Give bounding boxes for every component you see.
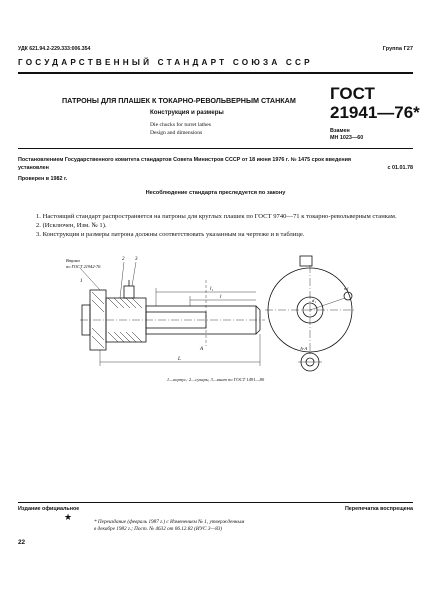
- chuck-drawing: [60, 250, 380, 375]
- bushing-label-2: по ГОСТ 21942-76: [66, 264, 101, 269]
- bushing-label-1: Втулка: [66, 258, 80, 263]
- gost-number: 21941—76*: [330, 103, 420, 122]
- drawing-caption: 1—корпус; 2—сухарь; 3—винт по ГОСТ 1491—80: [166, 377, 265, 382]
- udk-code: УДК 621.94.2-229.333:006.354: [18, 46, 91, 52]
- dim-a: A: [200, 347, 204, 352]
- replaces-block: [330, 128, 363, 142]
- english-title-line-2: Design and dimensions: [150, 130, 203, 136]
- replaces-label: Взамен: [330, 128, 350, 134]
- gost-word: ГОСТ: [330, 84, 375, 103]
- checked-year: Проверен в 1982 г.: [18, 176, 68, 182]
- english-title: [150, 121, 211, 137]
- header-rule: [18, 72, 413, 74]
- clause-3: 3. Конструкция и размеры патрона должны соответствовать указанным на чертеже и в таблице.: [36, 231, 305, 238]
- document-title: ПАТРОНЫ ДЛЯ ПЛАШЕК К ТОКАРНО-РЕВОЛЬВЕРНЫМ СТАНКАМ: [62, 96, 296, 105]
- effective-date: с 01.01.78: [387, 165, 413, 171]
- english-title-line-1: Die chucks for turret lathes: [150, 122, 211, 128]
- gost-designation: [330, 84, 420, 122]
- star-icon: ★: [64, 512, 73, 522]
- callout-3: 3: [135, 257, 138, 262]
- reprint-ban: Перепечатка воспрещена: [344, 506, 413, 512]
- footnote-line-2: в декабре 1982 г.; Пост. № 4632 от 06.12.82 (ИУС 3—83): [94, 526, 223, 533]
- replaces-value: МН 1023—60: [330, 135, 364, 141]
- title-rule: [18, 148, 413, 149]
- footer-rule: [18, 502, 413, 503]
- reissue-footnote: [94, 519, 414, 534]
- decree-text: [18, 156, 413, 172]
- dim-L: L: [178, 357, 181, 362]
- official-edition: Издание официальное: [18, 506, 80, 512]
- footnote-line-1: * Переиздание (февраль 1987 г.) с Изменением № 1, утвержденным: [94, 519, 245, 525]
- section-label: А-А: [300, 346, 308, 351]
- decree-line-2-left: установлен: [18, 165, 49, 171]
- dim-l: l: [220, 295, 222, 300]
- document-subtitle: Конструкция и размеры: [150, 109, 224, 116]
- legal-warning: Несоблюдение стандарта преследуется по закону: [145, 190, 286, 196]
- clause-2: 2. (Исключен, Изм. № 1).: [36, 222, 107, 229]
- decree-line-1: Постановлением Государственного комитета стандартов Совета Министров СССР от 18 июня 1976 г. № 1475 срок введения: [18, 157, 352, 163]
- callout-1: 1: [80, 279, 83, 284]
- state-standard-band: ГОСУДАРСТВЕННЫЙ СТАНДАРТ СОЮЗА ССР: [18, 58, 313, 67]
- dim-n: n·f: [344, 286, 349, 291]
- page-number: 22: [18, 539, 26, 546]
- clause-1: 1. Настоящий стандарт распространяется на патроны для круглых плашек по ГОСТ 9740—71 к токарно-револьверным станкам.: [36, 213, 397, 220]
- group-code: Группа Г27: [382, 46, 413, 52]
- dim-d1: d₁: [312, 298, 316, 303]
- callout-2: 2: [122, 257, 125, 262]
- dim-l1: l₁: [210, 287, 214, 292]
- clauses: [18, 212, 413, 239]
